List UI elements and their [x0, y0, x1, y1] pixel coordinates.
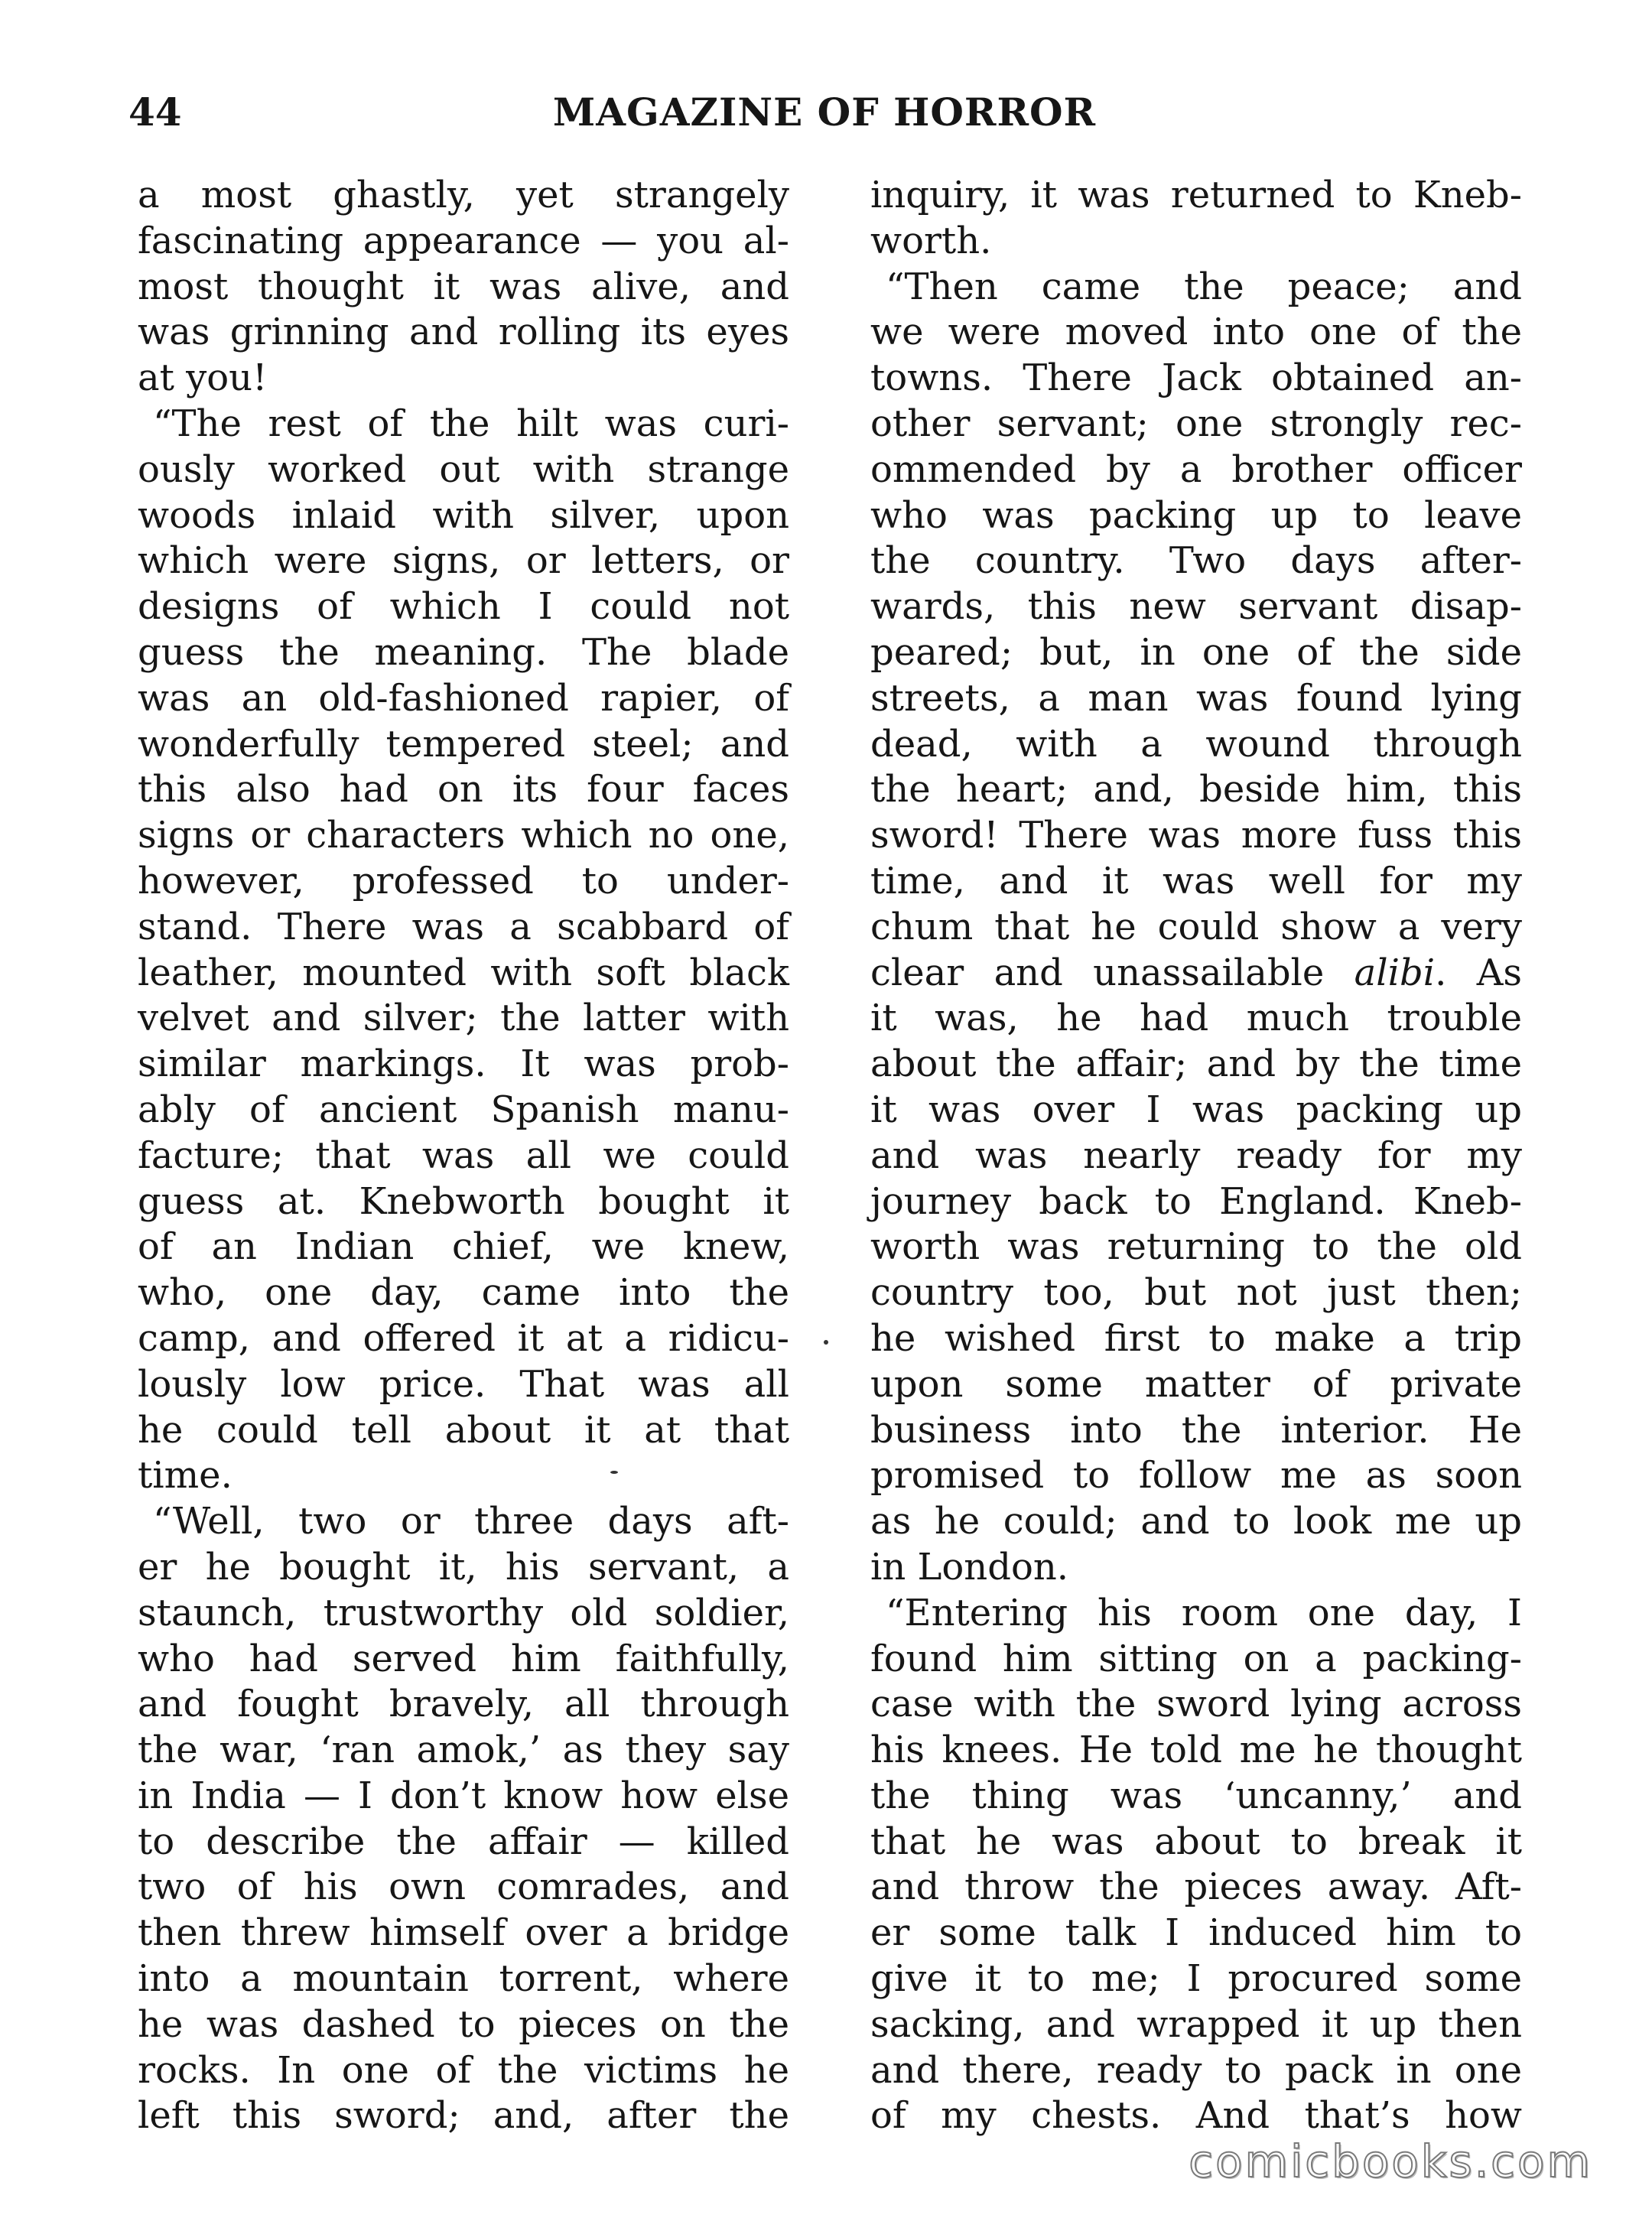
text-line: business into the interior. He — [870, 1408, 1522, 1452]
text-line: time. — [138, 1454, 233, 1498]
text-line: and throw the pieces away. Aft- — [870, 1865, 1522, 1909]
text-segment: clear and unassailable — [870, 951, 1325, 994]
text-line: of my chests. And that’s how — [870, 2094, 1522, 2138]
text-line: however, professed to under- — [138, 859, 789, 902]
text-line: in London. — [870, 1545, 1069, 1589]
text-line: left this sword; and, after the — [138, 2094, 789, 2138]
print-speck — [610, 1471, 618, 1474]
italic-word: alibi — [1354, 951, 1436, 994]
text-line: fascinating appearance — you al- — [138, 219, 789, 262]
text-line: woods inlaid with silver, upon — [138, 493, 789, 537]
text-line: most thought it was alive, and — [138, 265, 789, 308]
text-line: sword! There was more fuss this — [870, 814, 1522, 857]
text-line: then threw himself over a bridge — [138, 1911, 789, 1955]
text-segment: . As — [1435, 951, 1522, 994]
text-line: he could tell about it at that — [138, 1408, 789, 1452]
text-line: ously worked out with strange — [138, 447, 789, 491]
text-line: the war, ‘ran amok,’ as they say — [138, 1729, 789, 1772]
text-line: it was over I was packing up — [870, 1088, 1522, 1131]
text-line: rocks. In one of the victims he — [138, 2048, 789, 2092]
text-line: was an old-fashioned rapier, of — [138, 676, 789, 720]
text-line: and fought bravely, all through — [138, 1683, 789, 1726]
text-line: case with the sword lying across — [870, 1683, 1522, 1726]
running-title: MAGAZINE OF HORROR — [552, 89, 1097, 135]
text-line: dead, with a wound through — [870, 722, 1522, 766]
text-line: staunch, trustworthy old soldier, — [138, 1591, 789, 1634]
text-line: country too, but not just then; — [870, 1271, 1522, 1315]
text-line: and there, ready to pack in one — [870, 2048, 1522, 2092]
text-line: designs of which I could not — [138, 585, 789, 629]
right-text-column — [870, 173, 1522, 2139]
print-speck — [824, 1340, 828, 1345]
text-line: at you! — [138, 356, 268, 400]
text-line: give it to me; I procured some — [870, 1957, 1522, 2001]
text-line: a most ghastly, yet strangely — [138, 174, 789, 216]
text-line: was grinning and rolling its eyes — [138, 311, 789, 354]
text-line: lously low price. That was all — [138, 1362, 789, 1406]
text-line: “Entering his room one day, I — [886, 1591, 1522, 1634]
text-line: inquiry, it was returned to Kneb- — [870, 174, 1522, 216]
text-line: the country. Two days after- — [870, 539, 1522, 583]
watermark: comicbooks.com — [1189, 2135, 1592, 2187]
text-line: peared; but, in one of the side — [870, 630, 1522, 674]
text-line: wonderfully tempered steel; and — [138, 722, 789, 766]
text-line: the heart; and, beside him, this — [870, 768, 1522, 811]
text-line — [870, 951, 1522, 997]
text-line: “Well, two or three days aft- — [153, 1500, 789, 1543]
page-header — [128, 86, 1520, 139]
text-line: he was dashed to pieces on the — [138, 2002, 789, 2046]
text-line: that he was about to break it — [870, 1820, 1522, 1863]
text-line: er some talk I induced him to — [870, 1911, 1522, 1955]
text-line: it was, he had much trouble — [870, 997, 1522, 1040]
text-line: which were signs, or letters, or — [138, 539, 789, 583]
text-line: ommended by a brother officer — [870, 447, 1522, 491]
text-line: as he could; and to look me up — [870, 1500, 1522, 1543]
text-line: to describe the affair — killed — [138, 1820, 789, 1863]
text-line: about the affair; and by the time — [870, 1042, 1522, 1086]
text-line: upon some matter of private — [870, 1362, 1522, 1406]
text-line: promised to follow me as soon — [870, 1454, 1522, 1498]
text-line: other servant; one strongly rec- — [870, 402, 1522, 445]
text-line: he wished first to make a trip — [870, 1316, 1522, 1360]
text-line: facture; that was all we could — [138, 1133, 789, 1177]
text-line: and was nearly ready for my — [870, 1133, 1522, 1177]
page-number: 44 — [128, 89, 182, 135]
text-line: similar markings. It was prob- — [138, 1042, 789, 1086]
text-line: worth was returning to the old — [870, 1225, 1522, 1269]
text-line: wards, this new servant disap- — [870, 585, 1522, 629]
text-line: chum that he could show a very — [870, 905, 1522, 948]
text-line: this also had on its four faces — [138, 768, 789, 811]
text-line: streets, a man was found lying — [870, 676, 1522, 720]
text-line: towns. There Jack obtained an- — [870, 356, 1522, 400]
text-line: the thing was ‘uncanny,’ and — [870, 1774, 1522, 1817]
text-line: two of his own comrades, and — [138, 1865, 789, 1909]
text-line: who had served him faithfully, — [138, 1637, 789, 1680]
text-line: worth. — [870, 219, 992, 262]
text-line: guess at. Knebworth bought it — [138, 1179, 789, 1223]
text-line: time, and it was well for my — [870, 859, 1522, 902]
text-line: signs or characters which no one, — [138, 814, 789, 857]
text-line: ably of ancient Spanish manu- — [138, 1088, 789, 1131]
text-line: journey back to England. Kneb- — [870, 1179, 1522, 1223]
text-line: sacking, and wrapped it up then — [870, 2002, 1522, 2046]
text-line: who, one day, came into the — [138, 1271, 789, 1315]
text-line: guess the meaning. The blade — [138, 630, 789, 674]
text-line: leather, mounted with soft black — [138, 951, 789, 994]
text-line: we were moved into one of the — [870, 311, 1522, 354]
text-line: stand. There was a scabbard of — [138, 905, 789, 948]
text-line: er he bought it, his servant, a — [138, 1545, 789, 1589]
text-line: velvet and silver; the latter with — [138, 997, 789, 1040]
text-line: camp, and offered it at a ridicu- — [138, 1316, 789, 1360]
text-line: who was packing up to leave — [870, 493, 1522, 537]
left-text-column — [138, 173, 789, 2139]
text-line: in India — I don’t know how else — [138, 1774, 789, 1817]
text-line: found him sitting on a packing- — [870, 1637, 1522, 1680]
text-line: of an Indian chief, we knew, — [138, 1225, 789, 1269]
text-line: “The rest of the hilt was curi- — [153, 402, 789, 445]
text-line: into a mountain torrent, where — [138, 1957, 789, 2001]
text-line: “Then came the peace; and — [886, 265, 1522, 308]
text-line: his knees. He told me he thought — [870, 1729, 1522, 1772]
